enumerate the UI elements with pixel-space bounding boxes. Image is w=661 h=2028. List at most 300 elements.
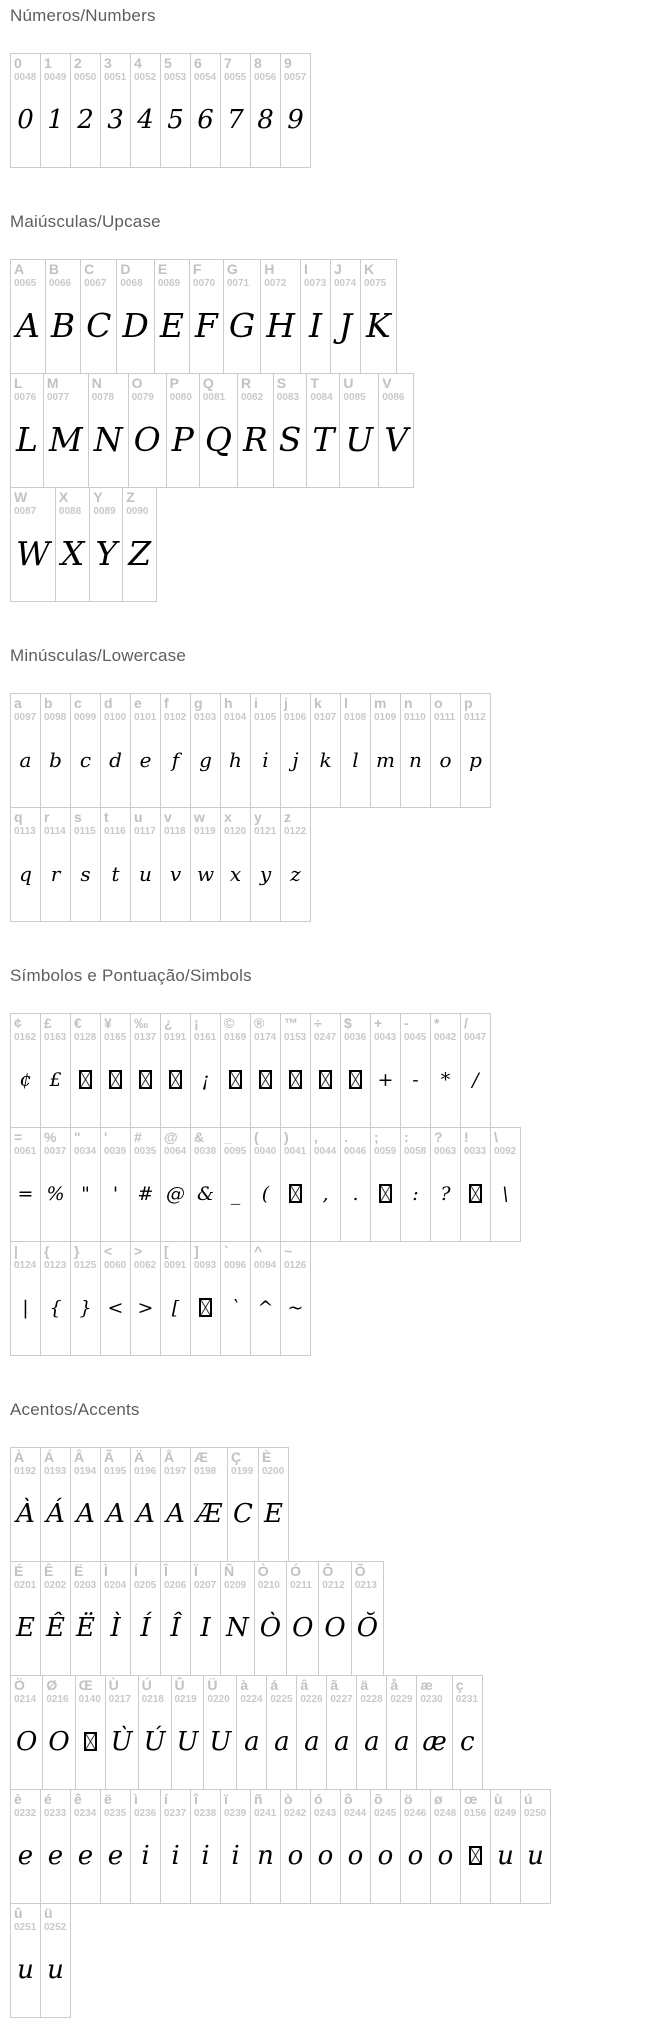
glyph-cell — [105, 1675, 139, 1790]
cell-character-label: r — [44, 809, 50, 825]
cell-head — [139, 1676, 171, 1705]
cell-character-label: * — [434, 1015, 440, 1031]
cell-glyph-preview: c — [79, 747, 92, 772]
cell-unicode-code: 0210 — [257, 1579, 280, 1591]
cell-unicode-code: 0121 — [254, 825, 277, 837]
cell-unicode-code: 0137 — [134, 1031, 157, 1043]
cell-glyph-preview: o — [437, 1840, 454, 1871]
cell-character-label: ò — [284, 1791, 293, 1807]
cell-unicode-code: 0088 — [58, 505, 82, 517]
cell-head — [161, 1128, 190, 1157]
glyph-cell — [130, 1447, 161, 1562]
cell-character-label: W — [14, 489, 28, 505]
section-numbers — [10, 6, 651, 168]
cell-character-label: C — [84, 261, 95, 277]
cell-head — [287, 1562, 318, 1591]
cell-head — [267, 1676, 296, 1705]
cell-head — [161, 1562, 190, 1591]
glyph-cell — [190, 1241, 221, 1356]
glyph-cell — [386, 1675, 417, 1790]
cell-unicode-code: 0200 — [261, 1465, 285, 1477]
glyph-cell — [70, 1241, 101, 1356]
cell-head — [11, 1242, 40, 1271]
cell-head — [281, 1014, 310, 1043]
cell-unicode-code: 0107 — [314, 711, 337, 723]
cell-unicode-code: 0035 — [134, 1145, 157, 1157]
glyph-cell — [490, 1789, 521, 1904]
cell-character-label: ë — [104, 1791, 112, 1807]
cell-character-label: ¢ — [14, 1015, 22, 1031]
cell-head — [41, 54, 70, 83]
glyph-cell — [452, 1675, 483, 1790]
cell-character-label: n — [404, 695, 413, 711]
cell-head — [11, 374, 43, 403]
glyph-cell — [220, 693, 251, 808]
glyph-cell — [258, 1447, 289, 1562]
cell-unicode-code: 0108 — [344, 711, 367, 723]
cell-head — [41, 1562, 70, 1591]
cell-glyph-preview: + — [377, 1068, 394, 1091]
section-accents — [10, 1400, 651, 2018]
cell-head — [101, 808, 130, 837]
cell-head — [101, 1790, 130, 1819]
cell-glyph-preview: U — [176, 1726, 199, 1757]
glyph-cell — [189, 259, 224, 374]
cell-head — [371, 1790, 400, 1819]
cell-character-label: 9 — [284, 55, 292, 71]
cell-character-label: 4 — [134, 55, 142, 71]
cell-head — [101, 54, 130, 83]
cell-head — [71, 1562, 100, 1591]
cell-unicode-code: 0109 — [374, 711, 397, 723]
cell-character-label: Û — [174, 1677, 185, 1693]
cell-head — [161, 1242, 190, 1271]
cell-character-label: & — [194, 1129, 205, 1145]
cell-character-label: x — [224, 809, 232, 825]
cell-glyph-preview: h — [229, 747, 242, 772]
glyph-cell — [40, 1561, 71, 1676]
glyph-cell — [400, 693, 431, 808]
cell-character-label: L — [14, 375, 23, 391]
cell-character-label: w — [194, 809, 205, 825]
cell-head — [44, 374, 88, 403]
glyph-cell — [100, 1561, 131, 1676]
cell-glyph-preview: { — [49, 1296, 62, 1319]
cell-character-label: O — [131, 375, 143, 391]
cell-character-label: ) — [284, 1129, 289, 1145]
cell-character-label: È — [261, 1449, 272, 1465]
cell-head — [221, 1128, 250, 1157]
cell-character-label: Å — [164, 1449, 175, 1465]
cell-character-label: à — [240, 1677, 249, 1693]
cell-glyph-preview: n — [409, 747, 422, 772]
cell-unicode-code: 0079 — [131, 391, 154, 403]
glyph-cell — [100, 1127, 131, 1242]
glyph-cell — [370, 693, 401, 808]
cell-unicode-code: 0231 — [455, 1693, 479, 1705]
cell-character-label: . — [344, 1129, 348, 1145]
cell-head — [71, 1790, 100, 1819]
cell-glyph-preview: e — [47, 1840, 64, 1871]
cell-character-label: f — [164, 695, 169, 711]
glyph-cell — [220, 1789, 251, 1904]
cell-glyph-preview: i — [201, 1840, 210, 1871]
cell-glyph-preview — [251, 1043, 280, 1127]
cell-unicode-code: 0053 — [164, 71, 187, 83]
glyph-cell — [220, 53, 251, 168]
cell-unicode-code: 0212 — [322, 1579, 345, 1591]
cell-character-label: í — [164, 1791, 168, 1807]
glyph-cell — [280, 1789, 311, 1904]
cell-character-label: Ç — [231, 1449, 242, 1465]
cell-glyph-preview: % — [46, 1182, 65, 1205]
cell-glyph-preview: e — [139, 747, 152, 772]
cell-unicode-code: 0089 — [93, 505, 116, 517]
cell-unicode-code: 0219 — [174, 1693, 197, 1705]
glyph-cell — [310, 1789, 341, 1904]
cell-unicode-code: 0230 — [420, 1693, 443, 1705]
cell-head — [453, 1676, 482, 1705]
cell-head — [401, 1014, 430, 1043]
cell-unicode-code: 0225 — [270, 1693, 293, 1705]
cell-character-label: = — [14, 1129, 23, 1145]
glyph-row — [10, 373, 651, 488]
cell-glyph-preview: N — [226, 1612, 249, 1643]
cell-unicode-code: 0099 — [74, 711, 97, 723]
glyph-cell — [280, 1241, 311, 1356]
cell-glyph-preview: 1 — [47, 104, 64, 135]
cell-character-label: % — [44, 1129, 57, 1145]
cell-unicode-code: 0056 — [254, 71, 277, 83]
glyph-row — [10, 1127, 651, 1242]
cell-head — [161, 54, 190, 83]
cell-head — [71, 54, 100, 83]
cell-glyph-preview: * — [440, 1068, 451, 1091]
cell-glyph-preview — [76, 1705, 105, 1789]
cell-head — [352, 1562, 383, 1591]
cell-unicode-code: 0216 — [46, 1693, 69, 1705]
cell-head — [131, 54, 160, 83]
cell-character-label: ` — [224, 1243, 229, 1259]
cell-head — [327, 1676, 356, 1705]
cell-character-label: ' — [104, 1129, 108, 1145]
glyph-cell — [70, 807, 101, 922]
section-lowercase — [10, 646, 651, 922]
cell-character-label: V — [382, 375, 392, 391]
glyph-cell — [100, 1013, 131, 1128]
cell-unicode-code: 0100 — [104, 711, 127, 723]
cell-character-label: ü — [44, 1905, 53, 1921]
glyph-cell — [227, 1447, 259, 1562]
cell-glyph-preview: n — [257, 1840, 274, 1871]
cell-glyph-preview: E — [263, 1498, 283, 1529]
cell-unicode-code: 0211 — [290, 1579, 312, 1591]
cell-unicode-code: 0192 — [14, 1465, 37, 1477]
cell-character-label: ] — [194, 1243, 199, 1259]
cell-glyph-preview: a — [334, 1726, 350, 1757]
cell-unicode-code: 0061 — [14, 1145, 37, 1157]
glyph-cell — [10, 1241, 41, 1356]
cell-character-label: K — [363, 261, 375, 277]
cell-unicode-code: 0085 — [343, 391, 366, 403]
cell-unicode-code: 0101 — [134, 711, 157, 723]
cell-glyph-preview: = — [17, 1182, 34, 1205]
cell-head — [71, 1448, 100, 1477]
cell-glyph-preview: u — [139, 861, 152, 886]
cell-unicode-code: 0239 — [224, 1807, 247, 1819]
glyph-cell — [266, 1675, 297, 1790]
cell-head — [491, 1790, 520, 1819]
glyph-cell — [356, 1675, 387, 1790]
cell-head — [341, 1014, 370, 1043]
glyph-cell — [306, 373, 340, 488]
cell-head — [167, 374, 199, 403]
cell-glyph-preview: ~ — [287, 1296, 304, 1319]
glyph-cell — [160, 1241, 191, 1356]
cell-head — [191, 1014, 220, 1043]
cell-unicode-code: 0224 — [240, 1693, 263, 1705]
cell-head — [161, 1448, 190, 1477]
glyph-cell — [10, 807, 41, 922]
glyph-cell — [280, 1127, 311, 1242]
cell-head — [11, 694, 40, 723]
glyph-cell — [286, 1561, 319, 1676]
cell-glyph-preview: U — [209, 1726, 232, 1757]
cell-head — [251, 54, 280, 83]
cell-head — [251, 1242, 280, 1271]
cell-character-label: u — [134, 809, 143, 825]
cell-unicode-code: 0095 — [224, 1145, 247, 1157]
cell-head — [461, 1014, 490, 1043]
cell-character-label: ó — [314, 1791, 323, 1807]
missing-glyph-box — [84, 1732, 97, 1751]
glyph-cell — [100, 1789, 131, 1904]
cell-head — [251, 1128, 280, 1157]
glyph-cell — [75, 1675, 106, 1790]
cell-unicode-code: 0199 — [231, 1465, 254, 1477]
cell-character-label: S — [276, 375, 287, 391]
glyph-cell — [203, 1675, 237, 1790]
glyph-row — [10, 1903, 651, 2018]
cell-glyph-preview: a — [244, 1726, 260, 1757]
glyph-cell — [100, 53, 131, 168]
cell-character-label: 3 — [104, 55, 112, 71]
cell-head — [41, 1014, 70, 1043]
sections-root — [10, 6, 651, 2018]
cell-glyph-preview: K — [365, 306, 391, 346]
cell-unicode-code: 0195 — [104, 1465, 127, 1477]
cell-glyph-preview: O — [16, 1726, 38, 1757]
cell-glyph-preview: i — [141, 1840, 150, 1871]
cell-head — [371, 1128, 400, 1157]
glyph-row — [10, 693, 651, 808]
cell-unicode-code: 0122 — [284, 825, 307, 837]
cell-character-label: õ — [374, 1791, 383, 1807]
cell-character-label: o — [434, 695, 443, 711]
cell-head — [101, 1448, 130, 1477]
cell-glyph-preview: o — [317, 1840, 334, 1871]
cell-character-label: c — [74, 695, 82, 711]
cell-unicode-code: 0213 — [354, 1579, 377, 1591]
glyph-cell — [300, 259, 331, 374]
cell-head — [41, 1904, 70, 1933]
glyph-cell — [310, 1013, 341, 1128]
cell-head — [117, 260, 153, 289]
glyph-cell — [400, 1013, 431, 1128]
cell-head — [274, 374, 307, 403]
cell-head — [190, 260, 223, 289]
cell-head — [41, 1790, 70, 1819]
cell-glyph-preview: 9 — [287, 104, 304, 135]
cell-glyph-preview: z — [290, 861, 301, 886]
cell-character-label: k — [314, 695, 322, 711]
cell-glyph-preview: À — [16, 1498, 35, 1529]
cell-head — [401, 1790, 430, 1819]
glyph-row — [10, 1789, 651, 1904]
section-title: Maiúsculas/Upcase — [10, 212, 161, 231]
cell-glyph-preview: i — [231, 1840, 240, 1871]
cell-glyph-preview: 7 — [227, 104, 244, 135]
cell-head — [172, 1676, 204, 1705]
cell-character-label: ( — [254, 1129, 259, 1145]
glyph-table — [10, 53, 651, 168]
cell-character-label: ø — [434, 1791, 443, 1807]
glyph-cell — [70, 693, 101, 808]
glyph-cell — [70, 1561, 101, 1676]
cell-character-label: Ó — [290, 1563, 301, 1579]
cell-glyph-preview: A — [76, 1498, 95, 1529]
cell-unicode-code: 0117 — [134, 825, 156, 837]
cell-head — [431, 1128, 460, 1157]
cell-glyph-preview — [71, 1043, 100, 1127]
cell-head — [131, 1562, 160, 1591]
glyph-cell — [199, 373, 238, 488]
cell-unicode-code: 0037 — [44, 1145, 67, 1157]
cell-unicode-code: 0036 — [344, 1031, 367, 1043]
cell-unicode-code: 0087 — [14, 505, 37, 517]
cell-glyph-preview: G — [228, 306, 256, 346]
cell-glyph-preview: < — [107, 1296, 124, 1319]
cell-glyph-preview: . — [352, 1182, 359, 1205]
cell-glyph-preview: A — [136, 1498, 155, 1529]
cell-glyph-preview: C — [86, 306, 112, 346]
cell-glyph-preview: 4 — [137, 104, 154, 135]
cell-head — [41, 1242, 70, 1271]
cell-unicode-code: 0051 — [104, 71, 127, 83]
glyph-cell — [10, 487, 56, 602]
cell-glyph-preview: l — [352, 747, 359, 772]
cell-character-label: £ — [44, 1015, 52, 1031]
cell-unicode-code: 0071 — [226, 277, 250, 289]
cell-character-label: T — [310, 375, 319, 391]
cell-head — [155, 260, 189, 289]
missing-glyph-box — [469, 1184, 482, 1203]
cell-unicode-code: 0076 — [14, 391, 37, 403]
glyph-cell — [460, 1013, 491, 1128]
glyph-cell — [130, 1127, 161, 1242]
cell-head — [221, 808, 250, 837]
glyph-cell — [340, 693, 371, 808]
cell-character-label: 2 — [74, 55, 82, 71]
glyph-cell — [10, 259, 46, 374]
cell-glyph-preview: Q — [204, 420, 232, 460]
cell-character-label: B — [48, 261, 59, 277]
cell-head — [161, 694, 190, 723]
cell-unicode-code: 0248 — [434, 1807, 457, 1819]
glyph-cell — [340, 1013, 371, 1128]
cell-head — [101, 694, 130, 723]
glyph-cell — [10, 1447, 41, 1562]
cell-unicode-code: 0245 — [374, 1807, 397, 1819]
cell-head — [461, 1128, 490, 1157]
cell-character-label: á — [270, 1677, 279, 1693]
cell-head — [123, 488, 156, 517]
glyph-cell — [70, 53, 101, 168]
cell-character-label: l — [344, 695, 348, 711]
cell-glyph-preview: Ì — [110, 1612, 121, 1643]
glyph-cell — [160, 693, 191, 808]
cell-head — [11, 1448, 40, 1477]
cell-unicode-code: 0105 — [254, 711, 277, 723]
cell-unicode-code: 0082 — [240, 391, 264, 403]
cell-head — [191, 1448, 227, 1477]
missing-glyph-box — [139, 1070, 152, 1089]
cell-character-label: E — [157, 261, 168, 277]
cell-character-label: b — [44, 695, 53, 711]
glyph-cell — [490, 1127, 521, 1242]
cell-character-label: Ë — [74, 1563, 84, 1579]
cell-character-label: ‰ — [134, 1015, 148, 1031]
cell-unicode-code: 0204 — [104, 1579, 127, 1591]
cell-head — [341, 1790, 370, 1819]
cell-glyph-preview: E — [16, 1612, 35, 1643]
cell-character-label: e — [134, 695, 142, 711]
cell-glyph-preview: w — [196, 861, 215, 886]
cell-glyph-preview: # — [137, 1182, 154, 1205]
cell-unicode-code: 0128 — [74, 1031, 97, 1043]
cell-head — [281, 1790, 310, 1819]
cell-glyph-preview: Á — [46, 1498, 65, 1529]
cell-unicode-code: 0110 — [404, 711, 426, 723]
cell-glyph-preview: ` — [230, 1296, 241, 1319]
cell-character-label: ç — [455, 1677, 464, 1693]
cell-unicode-code: 0040 — [254, 1145, 277, 1157]
cell-head — [11, 1676, 42, 1705]
cell-unicode-code: 0059 — [374, 1145, 397, 1157]
glyph-cell — [88, 373, 129, 488]
cell-head — [259, 1448, 288, 1477]
cell-character-label: ã — [330, 1677, 339, 1693]
cell-glyph-preview: 8 — [257, 104, 274, 135]
cell-unicode-code: 0041 — [284, 1145, 307, 1157]
glyph-cell — [190, 693, 221, 808]
cell-unicode-code: 0045 — [404, 1031, 427, 1043]
cell-head — [461, 1790, 490, 1819]
missing-glyph-box — [289, 1070, 302, 1089]
cell-character-label: ¥ — [104, 1015, 112, 1031]
cell-unicode-code: 0042 — [434, 1031, 457, 1043]
glyph-row — [10, 807, 651, 922]
cell-character-label: é — [44, 1791, 52, 1807]
cell-glyph-preview: O — [48, 1726, 70, 1757]
cell-glyph-preview: f — [171, 747, 180, 772]
cell-unicode-code: 0247 — [314, 1031, 337, 1043]
cell-character-label: Y — [93, 489, 103, 505]
cell-unicode-code: 0113 — [14, 825, 36, 837]
cell-unicode-code: 0057 — [284, 71, 307, 83]
glyph-cell — [130, 53, 161, 168]
glyph-cell — [400, 1789, 431, 1904]
